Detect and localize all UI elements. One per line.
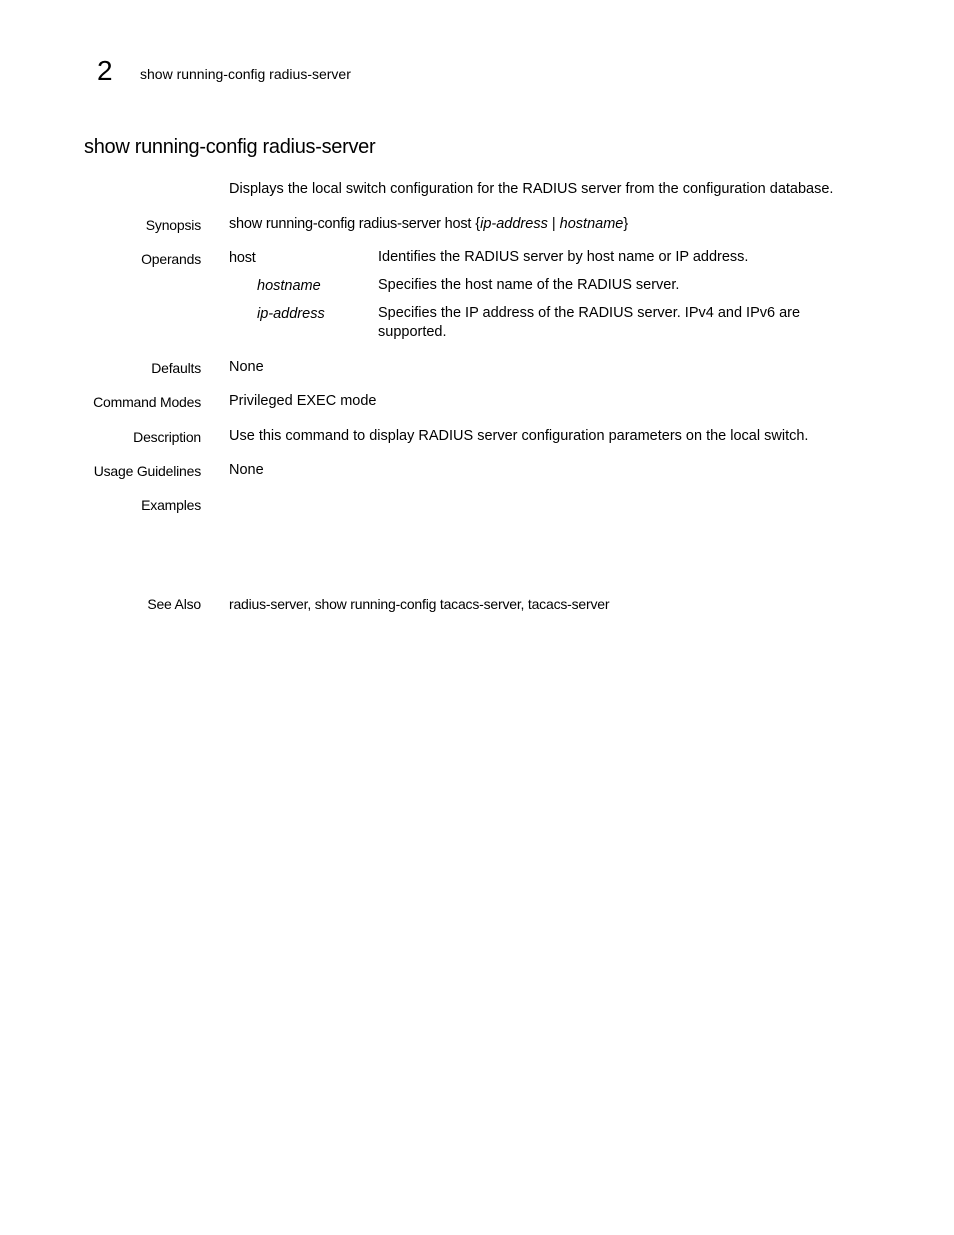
description-value: Use this command to display RADIUS server configuration parameters on the local switch. bbox=[229, 428, 809, 444]
operand-name-ip-address: ip-address bbox=[257, 306, 325, 322]
usage-guidelines-label: Usage Guidelines bbox=[93, 463, 201, 479]
operand-name-hostname: hostname bbox=[257, 278, 321, 294]
synopsis-brace-open: { bbox=[475, 216, 481, 232]
synopsis-arg-ip-address: ip-address bbox=[480, 216, 548, 232]
synopsis-line bbox=[229, 215, 628, 233]
running-header: show running-config radius-server bbox=[140, 66, 351, 82]
defaults-label: Defaults bbox=[151, 360, 201, 376]
see-also-links[interactable]: radius-server, show running-config tacacs-server, tacacs-server bbox=[229, 596, 610, 612]
intro-paragraph: Displays the local switch configuration for the RADIUS server from the configuration database. bbox=[229, 181, 834, 197]
description-label: Description bbox=[133, 429, 201, 445]
operand-desc-ip-address: Specifies the IP address of the RADIUS server. IPv4 and IPv6 are supported. bbox=[378, 305, 801, 340]
operand-desc-host: Identifies the RADIUS server by host name or IP address. bbox=[378, 249, 749, 265]
command-modes-label: Command Modes bbox=[93, 394, 201, 410]
synopsis-brace-close: } bbox=[623, 216, 629, 232]
examples-label: Examples bbox=[141, 497, 201, 513]
synopsis-command: show running-config radius-server host bbox=[229, 216, 472, 232]
synopsis-arg-hostname: hostname bbox=[559, 216, 624, 232]
usage-guidelines-value: None bbox=[229, 462, 264, 478]
synopsis-separator: | bbox=[547, 216, 560, 232]
operands-label: Operands bbox=[141, 251, 201, 267]
synopsis-label: Synopsis bbox=[145, 217, 201, 233]
command-modes-value: Privileged EXEC mode bbox=[229, 393, 377, 409]
defaults-value: None bbox=[229, 359, 264, 375]
operand-desc-hostname: Specifies the host name of the RADIUS server. bbox=[378, 277, 680, 293]
page-title: show running-config radius-server bbox=[84, 136, 376, 158]
operand-name-host: host bbox=[229, 250, 256, 266]
see-also-label: See Also bbox=[147, 596, 201, 612]
chapter-number: 2 bbox=[97, 55, 113, 86]
